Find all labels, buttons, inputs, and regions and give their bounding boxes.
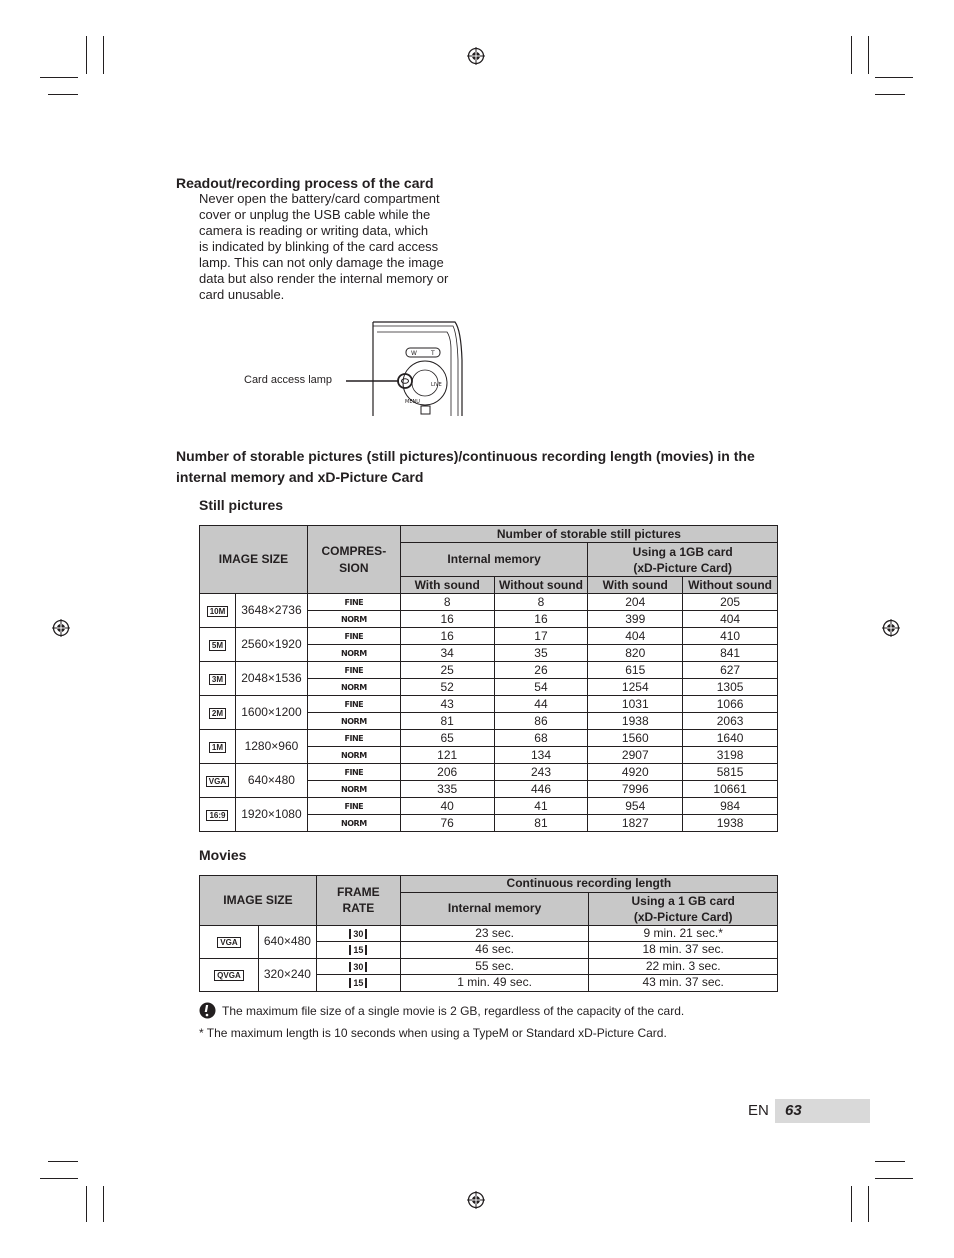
footnote: * The maximum length is 10 seconds when using a TypeM or Standard xD-Picture Card. — [199, 1026, 667, 1040]
movie-size-value: 320×240 — [258, 958, 316, 991]
table-cell: 22 min. 3 sec. — [589, 958, 778, 975]
table-cell: 8 — [494, 594, 588, 611]
crop-mark — [875, 1161, 905, 1162]
crop-mark — [40, 77, 78, 78]
crop-mark — [868, 1186, 869, 1222]
norm-compression-icon: NORM — [307, 713, 400, 730]
svg-text:LIVE: LIVE — [431, 382, 442, 388]
norm-compression-icon: NORM — [307, 679, 400, 696]
readout-line: card unusable. — [199, 287, 285, 302]
crop-mark — [103, 1186, 104, 1222]
norm-compression-icon: NORM — [307, 645, 400, 662]
table-cell: 1938 — [588, 713, 683, 730]
fine-compression-icon: FINE — [307, 764, 400, 781]
table-cell: 35 — [494, 645, 588, 662]
table-cell: 2063 — [683, 713, 778, 730]
table-cell: 46 sec. — [400, 942, 589, 959]
table-cell: 43 min. 37 sec. — [589, 975, 778, 992]
table-row — [200, 958, 778, 975]
still-pictures-title: Still pictures — [199, 497, 284, 513]
page-number-band — [775, 1099, 870, 1123]
readout-heading: Readout/recording process of the card — [176, 175, 434, 191]
svg-text:T: T — [431, 350, 435, 357]
image-size-value: 640×480 — [235, 764, 307, 798]
table-cell: 10661 — [683, 781, 778, 798]
table-cell: 206 — [400, 764, 494, 781]
fine-compression-icon: FINE — [307, 594, 400, 611]
table-cell: 68 — [494, 730, 588, 747]
table-cell: 984 — [683, 798, 778, 815]
frame-rate-icon: 30 — [316, 925, 400, 942]
table-cell: 1305 — [683, 679, 778, 696]
table-cell: 404 — [588, 628, 683, 645]
fine-compression-icon: FINE — [307, 696, 400, 713]
frame-rate-header — [316, 876, 400, 926]
table-cell: 1938 — [683, 815, 778, 832]
registration-mark-icon — [882, 619, 900, 637]
table-cell: 4920 — [588, 764, 683, 781]
caution-icon — [199, 1002, 216, 1019]
page-footer — [748, 1099, 870, 1123]
storable-heading-line: internal memory and xD-Picture Card — [176, 469, 424, 485]
table-row — [200, 628, 778, 645]
readout-line: cover or unplug the USB cable while the — [199, 207, 431, 222]
table-cell: 18 min. 37 sec. — [589, 942, 778, 959]
table-row — [200, 662, 778, 679]
table-cell: 841 — [683, 645, 778, 662]
table-cell: 335 — [400, 781, 494, 798]
image-size-icon: 5M — [200, 628, 236, 662]
table-cell: 1 min. 49 sec. — [400, 975, 589, 992]
with-sound-header: With sound — [588, 577, 683, 594]
image-size-icon: 3M — [200, 662, 236, 696]
table-cell: 23 sec. — [400, 925, 589, 942]
table-cell: 1560 — [588, 730, 683, 747]
table-cell: 954 — [588, 798, 683, 815]
table-cell: 16 — [494, 611, 588, 628]
crop-mark — [86, 1186, 87, 1222]
table-cell: 54 — [494, 679, 588, 696]
table-cell: 1827 — [588, 815, 683, 832]
table-cell: 410 — [683, 628, 778, 645]
norm-compression-icon: NORM — [307, 781, 400, 798]
table-cell: 81 — [400, 713, 494, 730]
table-cell: 55 sec. — [400, 958, 589, 975]
svg-text:MENU: MENU — [405, 399, 420, 405]
readout-line: Never open the battery/card compartment — [199, 191, 440, 206]
table-cell: 204 — [588, 594, 683, 611]
table-cell: 16 — [400, 611, 494, 628]
movie-card-header-line: (xD-Picture Card) — [633, 909, 733, 924]
crop-mark — [875, 77, 913, 78]
readout-line: camera is reading or writing data, which — [199, 223, 429, 238]
compression-header-line: SION — [339, 560, 369, 575]
image-size-icon: 16:9 — [200, 798, 236, 832]
movie-card-header — [589, 892, 778, 925]
card-access-lamp-label: Card access lamp — [244, 374, 333, 386]
table-cell: 820 — [588, 645, 683, 662]
svg-text:W: W — [411, 350, 417, 357]
table-cell: 1031 — [588, 696, 683, 713]
card-header — [588, 543, 778, 577]
table-cell: 41 — [494, 798, 588, 815]
movie-image-size-header: IMAGE SIZE — [200, 876, 317, 926]
table-cell: 404 — [683, 611, 778, 628]
movies-table — [199, 875, 778, 992]
without-sound-header: Without sound — [494, 577, 588, 594]
table-cell: 9 min. 21 sec.* — [589, 925, 778, 942]
readout-line: data but also render the internal memory or — [199, 271, 449, 286]
registration-mark-icon — [467, 47, 485, 65]
norm-compression-icon: NORM — [307, 747, 400, 764]
table-cell: 34 — [400, 645, 494, 662]
without-sound-header: Without sound — [683, 577, 778, 594]
table-cell: 3198 — [683, 747, 778, 764]
table-cell: 76 — [400, 815, 494, 832]
table-row — [200, 594, 778, 611]
storable-heading — [176, 446, 796, 488]
image-size-value: 2048×1536 — [235, 662, 307, 696]
table-cell: 1640 — [683, 730, 778, 747]
table-cell: 205 — [683, 594, 778, 611]
table-cell: 121 — [400, 747, 494, 764]
readout-paragraph — [199, 191, 489, 303]
table-row — [200, 730, 778, 747]
image-size-header: IMAGE SIZE — [200, 526, 308, 594]
image-size-icon: VGA — [200, 764, 236, 798]
crop-mark — [851, 1186, 852, 1222]
language-code: EN — [748, 1102, 769, 1119]
frame-rate-icon: 30 — [316, 958, 400, 975]
storable-heading-line: Number of storable pictures (still pictures)/continuous recording length (movies) in the — [176, 448, 755, 464]
still-pictures-table — [199, 525, 778, 832]
fine-compression-icon: FINE — [307, 628, 400, 645]
readout-line: lamp. This can not only damage the image — [199, 255, 444, 270]
norm-compression-icon: NORM — [307, 815, 400, 832]
frame-rate-icon: 15 — [316, 975, 400, 992]
image-size-value: 3648×2736 — [235, 594, 307, 628]
compression-header — [307, 526, 400, 594]
table-cell: 16 — [400, 628, 494, 645]
image-size-value: 1920×1080 — [235, 798, 307, 832]
table-row — [200, 925, 778, 942]
movie-internal-memory-header: Internal memory — [400, 892, 589, 925]
fine-compression-icon: FINE — [307, 662, 400, 679]
table-cell: 1066 — [683, 696, 778, 713]
table-row — [200, 764, 778, 781]
continuous-length-header: Continuous recording length — [400, 876, 777, 893]
table-cell: 243 — [494, 764, 588, 781]
table-cell: 134 — [494, 747, 588, 764]
compression-header-line: COMPRES- — [321, 543, 387, 558]
table-cell: 26 — [494, 662, 588, 679]
page-number: 63 — [785, 1102, 802, 1119]
crop-mark — [103, 36, 104, 74]
frame-rate-icon: 15 — [316, 942, 400, 959]
table-cell: 5815 — [683, 764, 778, 781]
registration-mark-icon — [467, 1191, 485, 1209]
image-size-icon: 2M — [200, 696, 236, 730]
camera-back-illustration — [343, 320, 465, 416]
table-cell: 627 — [683, 662, 778, 679]
image-size-icon: 10M — [200, 594, 236, 628]
internal-memory-header: Internal memory — [400, 543, 588, 577]
crop-mark — [86, 36, 87, 74]
fine-compression-icon: FINE — [307, 730, 400, 747]
table-cell: 40 — [400, 798, 494, 815]
table-cell: 65 — [400, 730, 494, 747]
movie-size-icon: VGA — [200, 925, 259, 958]
table-cell: 2907 — [588, 747, 683, 764]
card-header-line: Using a 1GB card — [632, 544, 733, 559]
registration-mark-icon — [52, 619, 70, 637]
movie-size-icon: QVGA — [200, 958, 259, 991]
crop-mark — [48, 1161, 78, 1162]
with-sound-header: With sound — [400, 577, 494, 594]
crop-mark — [40, 1178, 78, 1179]
table-row — [200, 696, 778, 713]
frame-rate-header-line: FRAME — [336, 885, 380, 900]
crop-mark — [868, 36, 869, 74]
readout-line: is indicated by blinking of the card access — [199, 239, 439, 254]
crop-mark — [851, 36, 852, 74]
image-size-value: 1280×960 — [235, 730, 307, 764]
crop-mark — [875, 94, 905, 95]
table-cell: 43 — [400, 696, 494, 713]
table-cell: 17 — [494, 628, 588, 645]
image-size-value: 1600×1200 — [235, 696, 307, 730]
table-cell: 399 — [588, 611, 683, 628]
image-size-icon: 1M — [200, 730, 236, 764]
card-header-line: (xD-Picture Card) — [633, 560, 733, 575]
table-cell: 615 — [588, 662, 683, 679]
table-cell: 44 — [494, 696, 588, 713]
table-cell: 25 — [400, 662, 494, 679]
movies-title: Movies — [199, 847, 247, 863]
table-cell: 446 — [494, 781, 588, 798]
caution-note: The maximum file size of a single movie is 2 GB, regardless of the capacity of the card. — [222, 1004, 685, 1018]
norm-compression-icon: NORM — [307, 611, 400, 628]
fine-compression-icon: FINE — [307, 798, 400, 815]
movie-card-header-line: Using a 1 GB card — [631, 893, 735, 908]
table-cell: 86 — [494, 713, 588, 730]
table-cell: 52 — [400, 679, 494, 696]
table-cell: 8 — [400, 594, 494, 611]
frame-rate-header-line: RATE — [342, 901, 375, 916]
table-row — [200, 798, 778, 815]
table-cell: 1254 — [588, 679, 683, 696]
table-cell: 7996 — [588, 781, 683, 798]
image-size-value: 2560×1920 — [235, 628, 307, 662]
storable-count-header: Number of storable still pictures — [400, 526, 777, 543]
movie-size-value: 640×480 — [258, 925, 316, 958]
crop-mark — [875, 1178, 913, 1179]
crop-mark — [48, 94, 78, 95]
table-cell: 81 — [494, 815, 588, 832]
